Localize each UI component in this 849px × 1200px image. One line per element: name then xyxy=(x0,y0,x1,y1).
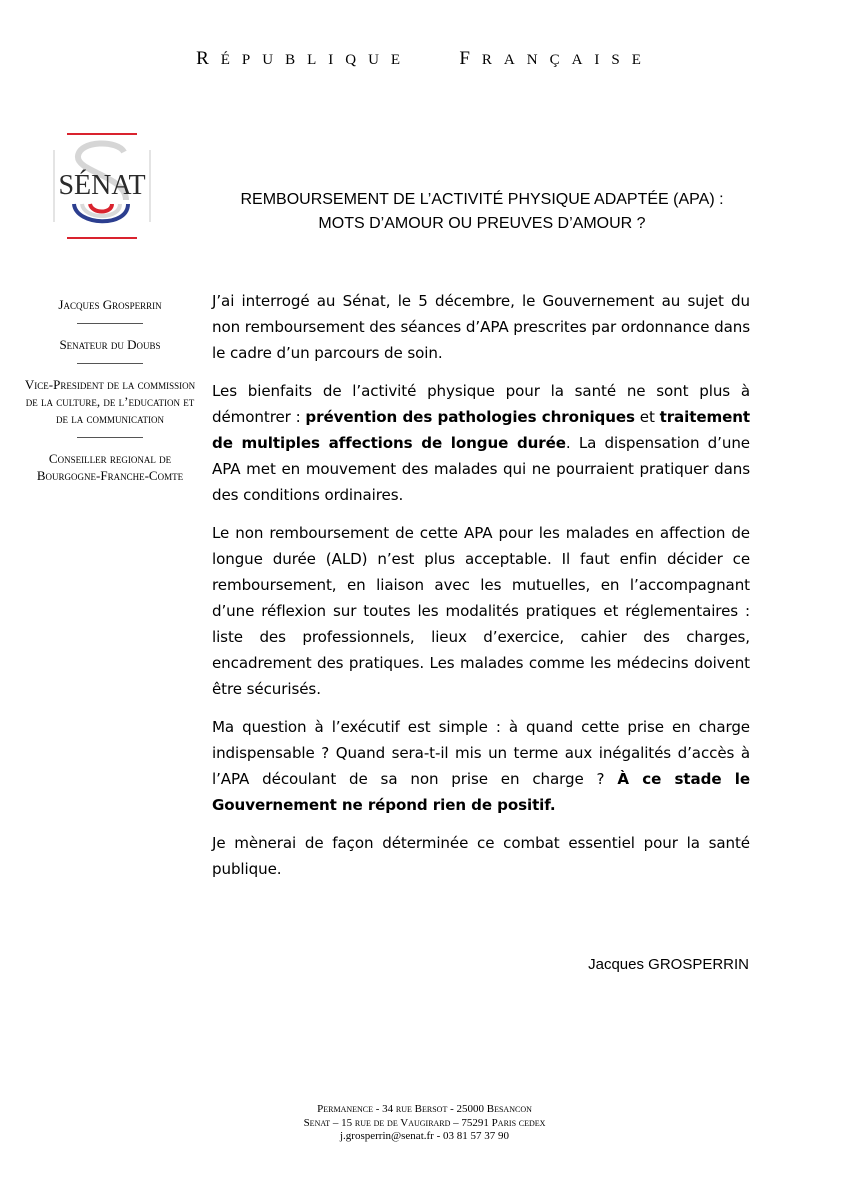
footer-senat-address: Senat – 15 rue de de Vaugirard – 75291 Paris cedex xyxy=(303,1116,546,1129)
headline xyxy=(226,188,738,236)
paragraph-5: Je mènerai de façon déterminée ce combat essentiel pour la santé publique. xyxy=(212,834,750,878)
letter-body xyxy=(212,288,750,894)
paragraph-3: Le non remboursement de cette APA pour les malades en affection de longue durée (ALD) n’est plus acceptable. Il faut enfin décider ce remboursement, en liaison avec les mutuelles, en l’accompagnant d’une réflexion sur toutes les modalités pratiques et réglementaires : liste des professionnels, lieux d’exercice, cahier des charges, encadrement des pratiques. Les malades comme les médecins doivent être sécurisés. xyxy=(212,524,750,698)
divider xyxy=(77,437,143,438)
paragraph-2-bold-2: traitement de multiples affections de longue durée xyxy=(212,408,750,452)
paragraph-2-text: . La dispensation d’une APA met en mouvement des malades qui ne pourraient pratiquer dans des conditions ordinaires. xyxy=(212,434,750,504)
senator-name: Jacques Grosperrin xyxy=(58,297,162,312)
headline-line-1: REMBOURSEMENT DE L’ACTIVITÉ PHYSIQUE ADAPTÉE (APA) : xyxy=(240,191,724,208)
logo-wordmark: SÉNAT xyxy=(58,170,146,201)
headline-line-2: MOTS D’AMOUR OU PREUVES D’AMOUR ? xyxy=(318,215,646,232)
republique-francaise-header: RÉPUBLIQUE FRANÇAISE xyxy=(196,48,653,69)
paragraph-4-text: Ma question à l’exécutif est simple : à quand cette prise en charge indispensable ? Quand sera-t-il mis un terme aux inégalités d’accès à l’APA découlant de sa non prise en charge ? xyxy=(212,718,750,788)
paragraph-2-bold-1: prévention des pathologies chroniques xyxy=(305,408,635,426)
divider xyxy=(77,323,143,324)
divider xyxy=(77,363,143,364)
paragraph-2-text: et xyxy=(634,408,660,426)
signature: Jacques GROSPERRIN xyxy=(588,956,749,973)
sidebar xyxy=(20,296,200,484)
footer-contact: j.grosperrin@senat.fr - 03 81 57 37 90 xyxy=(340,1130,509,1142)
senator-title: Senateur du Doubs xyxy=(59,337,161,352)
paragraph-2-text: Les bienfaits de l’activité physique pour la santé ne sont plus à démontrer : xyxy=(212,382,750,426)
logo-red-arc xyxy=(90,204,112,212)
footer xyxy=(0,1103,849,1144)
senator-regional-role: Conseiller regional de Bourgogne-Franche-Comte xyxy=(36,451,184,483)
footer-permanence: Permanence - 34 rue Bersot - 25000 Besancon xyxy=(317,1103,532,1115)
paragraph-1: J’ai interrogé au Sénat, le 5 décembre, le Gouvernement au sujet du non remboursement des séances d’APA prescrites par ordonnance dans le cadre d’un parcours de soin. xyxy=(212,292,750,362)
paragraph-4-bold: À ce stade le Gouvernement ne répond rien de positif. xyxy=(212,770,751,814)
senator-commission-role: Vice-President de la commission de la culture, de l’education et de la communication xyxy=(24,377,196,426)
paragraph-4 xyxy=(212,714,750,818)
paragraph-2 xyxy=(212,378,750,508)
senat-logo xyxy=(52,132,152,240)
